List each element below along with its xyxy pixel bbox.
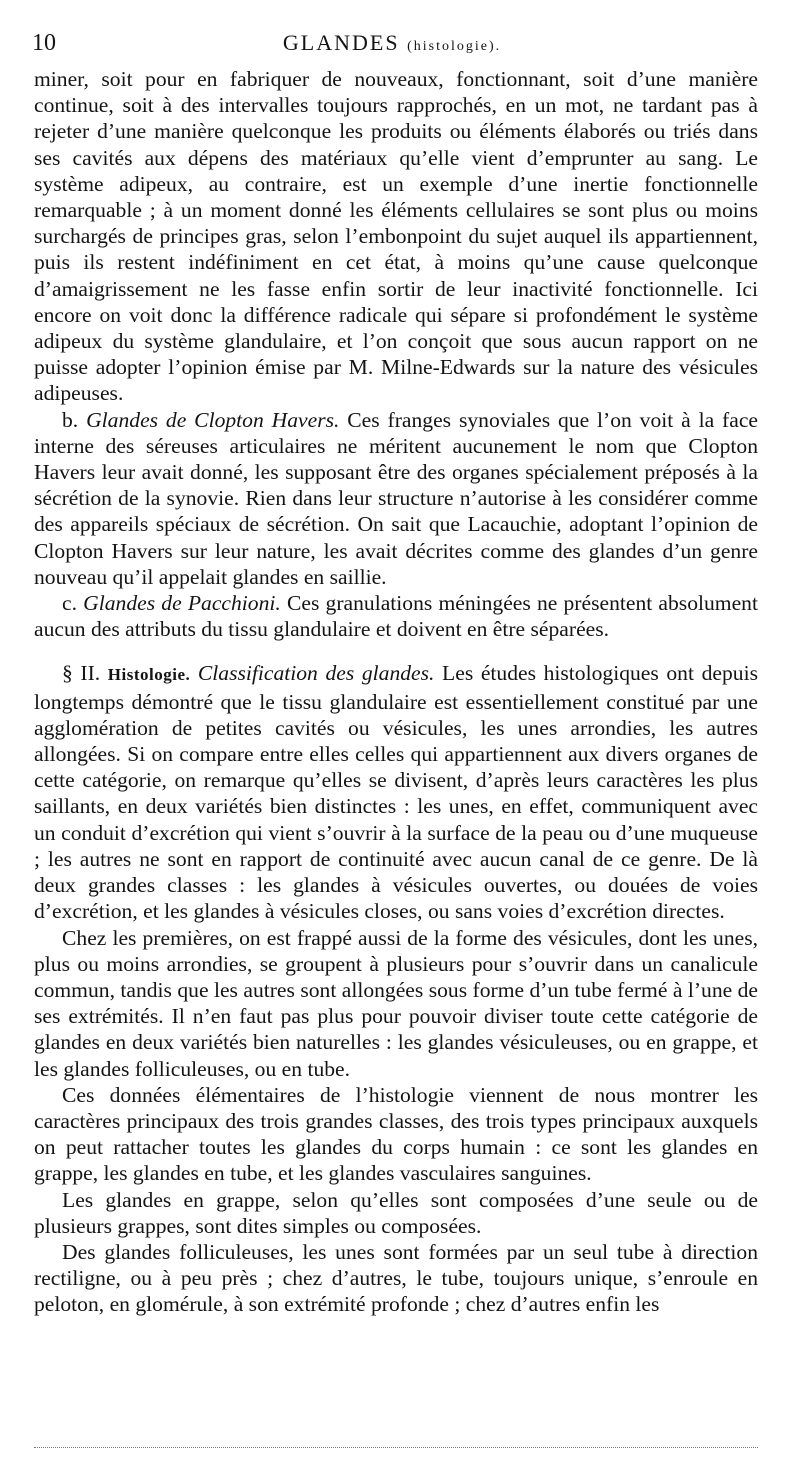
item-b-marker: b. <box>62 407 79 432</box>
item-b-text: Ces franges synoviales que l’on voit à la face interne des séreuses articulaires ne méritent aucunement le nom que Clopton Havers leur avait donné, les supposant être des organes spécialement préposés à la sécrétion de la synovie. Rien dans leur structure n’autorise à les considérer comme des appareils spéciaux de sécrétion. On sait que Lacauchie, adoptant l’opinion de Clopton Havers sur leur nature, les avait décrites comme des glandes d’un genre nouveau qu’il appelait glandes en saillie. <box>34 407 758 589</box>
page-body <box>34 66 758 1318</box>
item-c-heading: Glandes de Pacchioni. <box>83 591 281 616</box>
section-marker: § II. <box>62 661 101 686</box>
item-b-heading: Glandes de Clopton Havers. <box>86 407 340 432</box>
paragraph-grappe: Les glandes en grappe, selon qu’elles sont composées d’une seule ou de plusieurs grappes, sont dites simples ou composées. <box>34 1187 758 1238</box>
running-title <box>32 30 752 56</box>
footer-rule <box>34 1447 758 1448</box>
paragraph-donnees: Ces données élémentaires de l’histologie viennent de nous montrer les caractères principaux des trois grandes classes, des trois types principaux auxquels on peut rattacher toutes les glandes du corps humain : ce sont les glandes en grappe, les glandes en tube, et les glandes vasculaires sanguines. <box>34 1082 758 1186</box>
paragraph-premieres: Chez les premières, on est frappé aussi de la forme des vésicules, dont les unes, plus ou moins arrondies, se groupent à plusieurs pour s’ouvrir dans un canalicule commun, tandis que les autres sont allongées sous forme d’un tube fermé à l’une de ses extrémités. Il n’en faut pas plus pour pouvoir diviser toute cette catégorie de glandes en deux variétés bien naturelles : les glandes vésiculeuses, ou en grappe, et les glandes folliculeuses, ou en tube. <box>34 925 758 1081</box>
running-title-main: GLANDES <box>282 30 400 55</box>
section-text: Les études histologiques ont depuis longtemps démontré que le tissu glandulaire est essentiellement constitué par une agglomération de petites cavités ou vésicules, les unes arrondies, les autres allongées. Si on compare entre elles celles qui appartiennent aux divers organes de cette catégorie, on remarque qu’elles se divisent, d’après leurs caractères les plus saillants, en deux variétés bien distinctes : les unes, en effet, communiquent avec un conduit d’excrétion qui vient s’ouvrir à la surface de la peau ou d’une muqueuse ; les autres ne sont en rapport de continuité avec aucun canal de ce genre. De là deux grandes classes : les glandes à vésicules ouvertes, ou douées de voies d’excrétion, et les glandes à vésicules closes, ou sans voies d’excrétion directes. <box>34 661 758 924</box>
section-label: Histologie. <box>107 665 191 685</box>
paragraph-adipeux: miner, soit pour en fabriquer de nouveaux, fonctionnant, soit d’une manière continue, soit à des intervalles toujours rapprochés, en un mot, ne tardant pas à rejeter d’une manière quelconque les produits ou éléments élaborés ou triés dans ses cavités aux dépens des matériaux qu’elle vient d’emprunter au sang. Le système adipeux, au contraire, est un exemple d’une inertie fonctionnelle remarquable ; à un moment donné les éléments cellulaires se sont plus ou moins surchargés de principes gras, selon l’embonpoint du sujet auquel ils appartiennent, puis ils restent indéfiniment en cet état, à moins qu’une cause quelconque d’amaigrissement ne les fasse enfin sortir de leur inactivité fonctionnelle. Ici encore on voit donc la différence radicale qui sépare si profondément le système adipeux du système glandulaire, et l’on conçoit que sous aucun rapport on ne puisse adopter l’opinion émise par M. Milne-Edwards sur la nature des vésicules adipeuses. <box>34 67 758 406</box>
section-histologie <box>34 660 758 924</box>
item-c-text: Ces granulations méningées ne présentent absolument aucun des attributs du tissu glandulaire et doivent en être séparées. <box>34 591 758 642</box>
item-c <box>34 590 758 642</box>
item-c-marker: c. <box>62 591 77 616</box>
running-title-sub: (histologie). <box>407 39 502 54</box>
running-header <box>32 30 752 60</box>
section-heading: Classification des glandes. <box>197 661 435 686</box>
page-number: 10 <box>32 30 56 56</box>
paragraph-folliculeuses: Des glandes folliculeuses, les unes sont formées par un seul tube à direction rectiligne, ou à peu près ; chez d’autres, le tube, toujours unique, s’enroule en peloton, en glomérule, à son extrémité profonde ; chez d’autres enfin les <box>34 1239 758 1317</box>
item-b <box>34 407 758 590</box>
